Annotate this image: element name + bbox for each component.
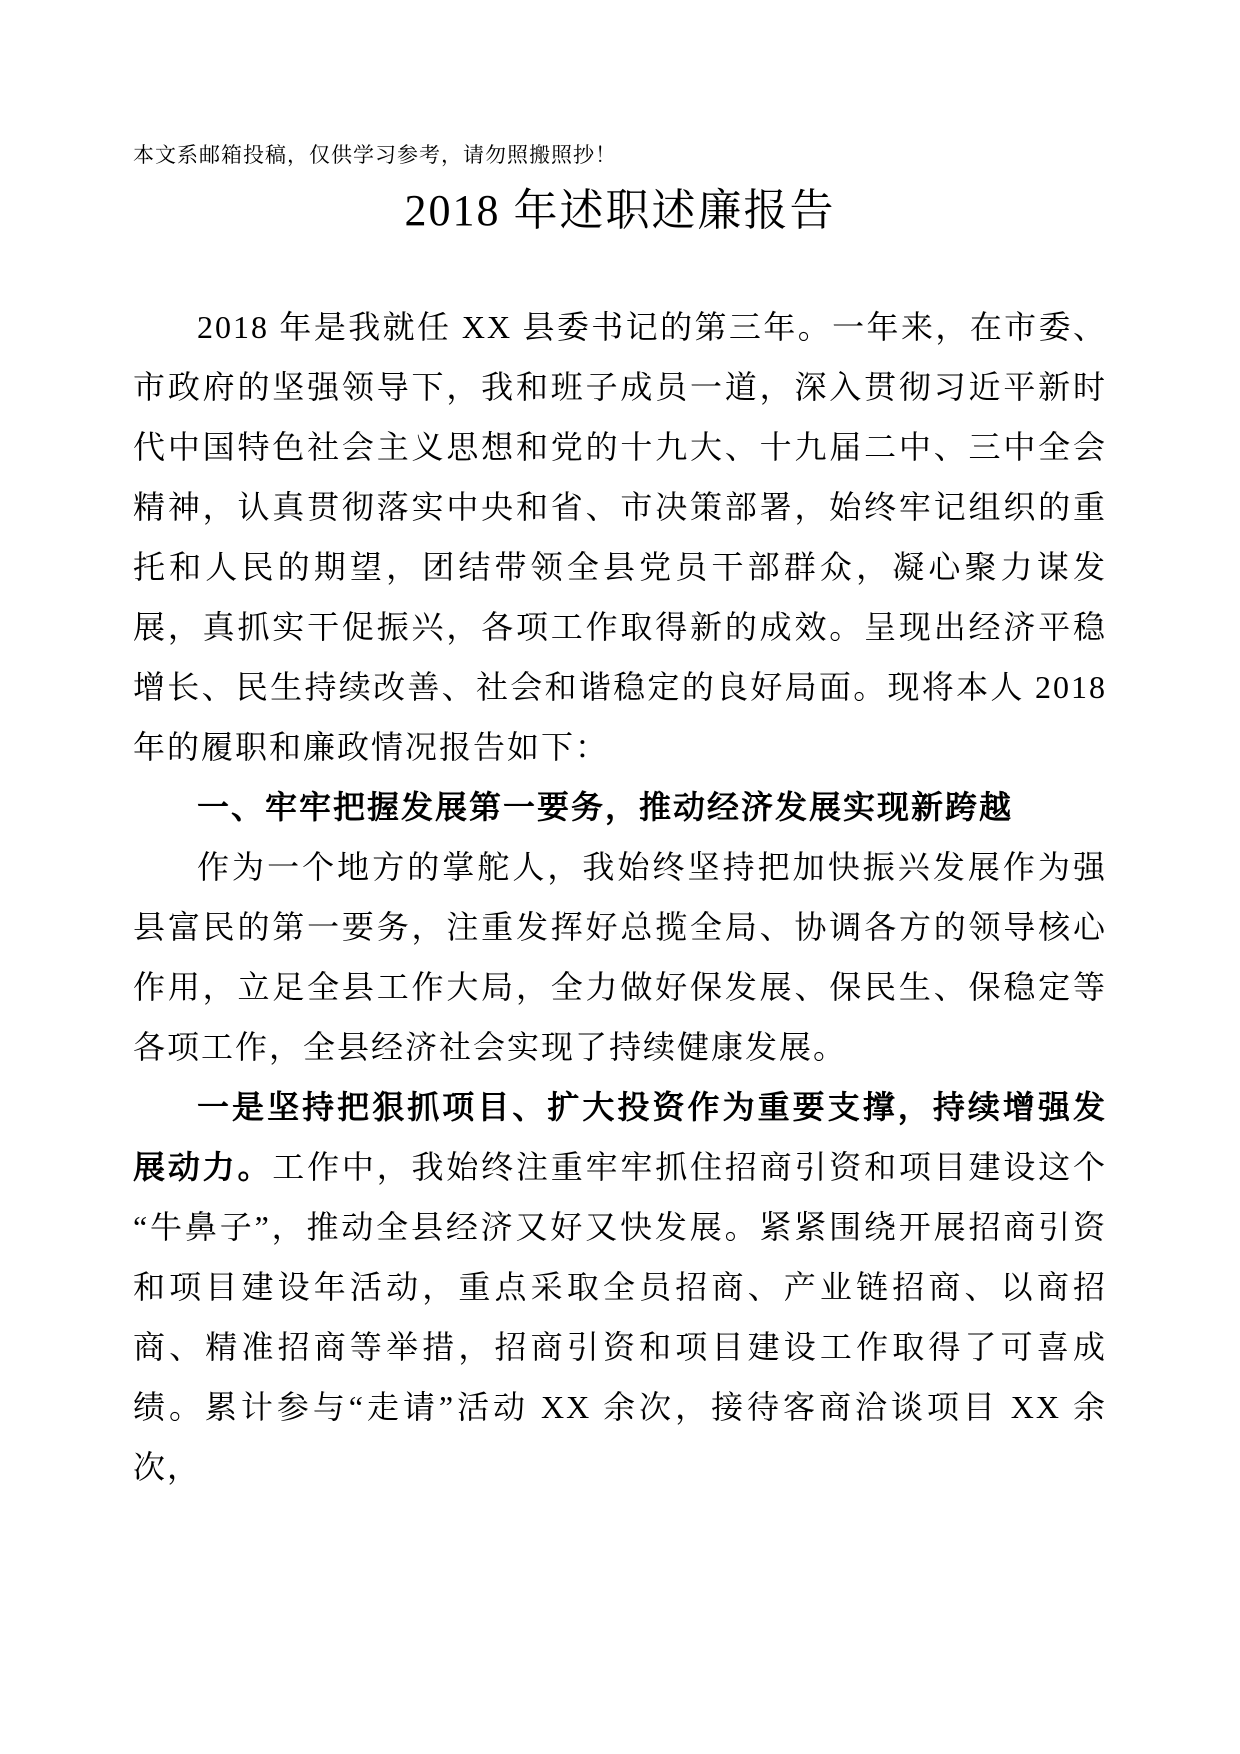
paragraph-body-text: 工作中，我始终注重牢牢抓住招商引资和项目建设这个“牛鼻子”，推动全县经济又好又快发展。紧紧围绕开展招商引资和项目建设年活动，重点采取全员招商、产业链招商、以商招商、精准招商等举措，招商引资和项目建设工作取得了可喜成绩。累计参与“走请”活动 XX 余次，接待客商洽谈项目 XX 余次， [133,1149,1107,1485]
paragraph-bold-lead: 一是坚持把狠抓项目、扩大投资作为重要支撑，持续增强发展动力。 [133,1089,1107,1185]
disclaimer-text: 本文系邮箱投稿，仅供学习参考，请勿照搬照抄！ [133,144,617,167]
paragraph-intro: 2018 年是我就任 XX 县委书记的第三年。一年来，在市委、市政府的坚强领导下，我和班子成员一道，深入贯彻习近平新时代中国特色社会主义思想和党的十九大、十九届二中、三中全会精神，认真贯彻落实中央和省、市决策部署，始终牢记组织的重托和人民的期望，团结带领全县党员干部群众，凝心聚力谋发展，真抓实干促振兴，各项工作取得新的成效。呈现出经济平稳增长、民生持续改善、社会和谐稳定的良好局面。现将本人 2018 年的履职和廉政情况报告如下： [133,309,1107,765]
document-title: 2018 年述职述廉报告 [404,186,836,235]
paragraph-overview: 作为一个地方的掌舵人，我始终坚持把加快振兴发展作为强县富民的第一要务，注重发挥好总揽全局、协调各方的领导核心作用，立足全县工作大局，全力做好保发展、保民生、保稳定等各项工作，全县经济社会实现了持续健康发展。 [133,849,1107,1065]
section-heading-1: 一、牢牢把握发展第一要务，推动经济发展实现新跨越 [197,789,1014,825]
paragraph-point-1 [133,1077,1107,1497]
